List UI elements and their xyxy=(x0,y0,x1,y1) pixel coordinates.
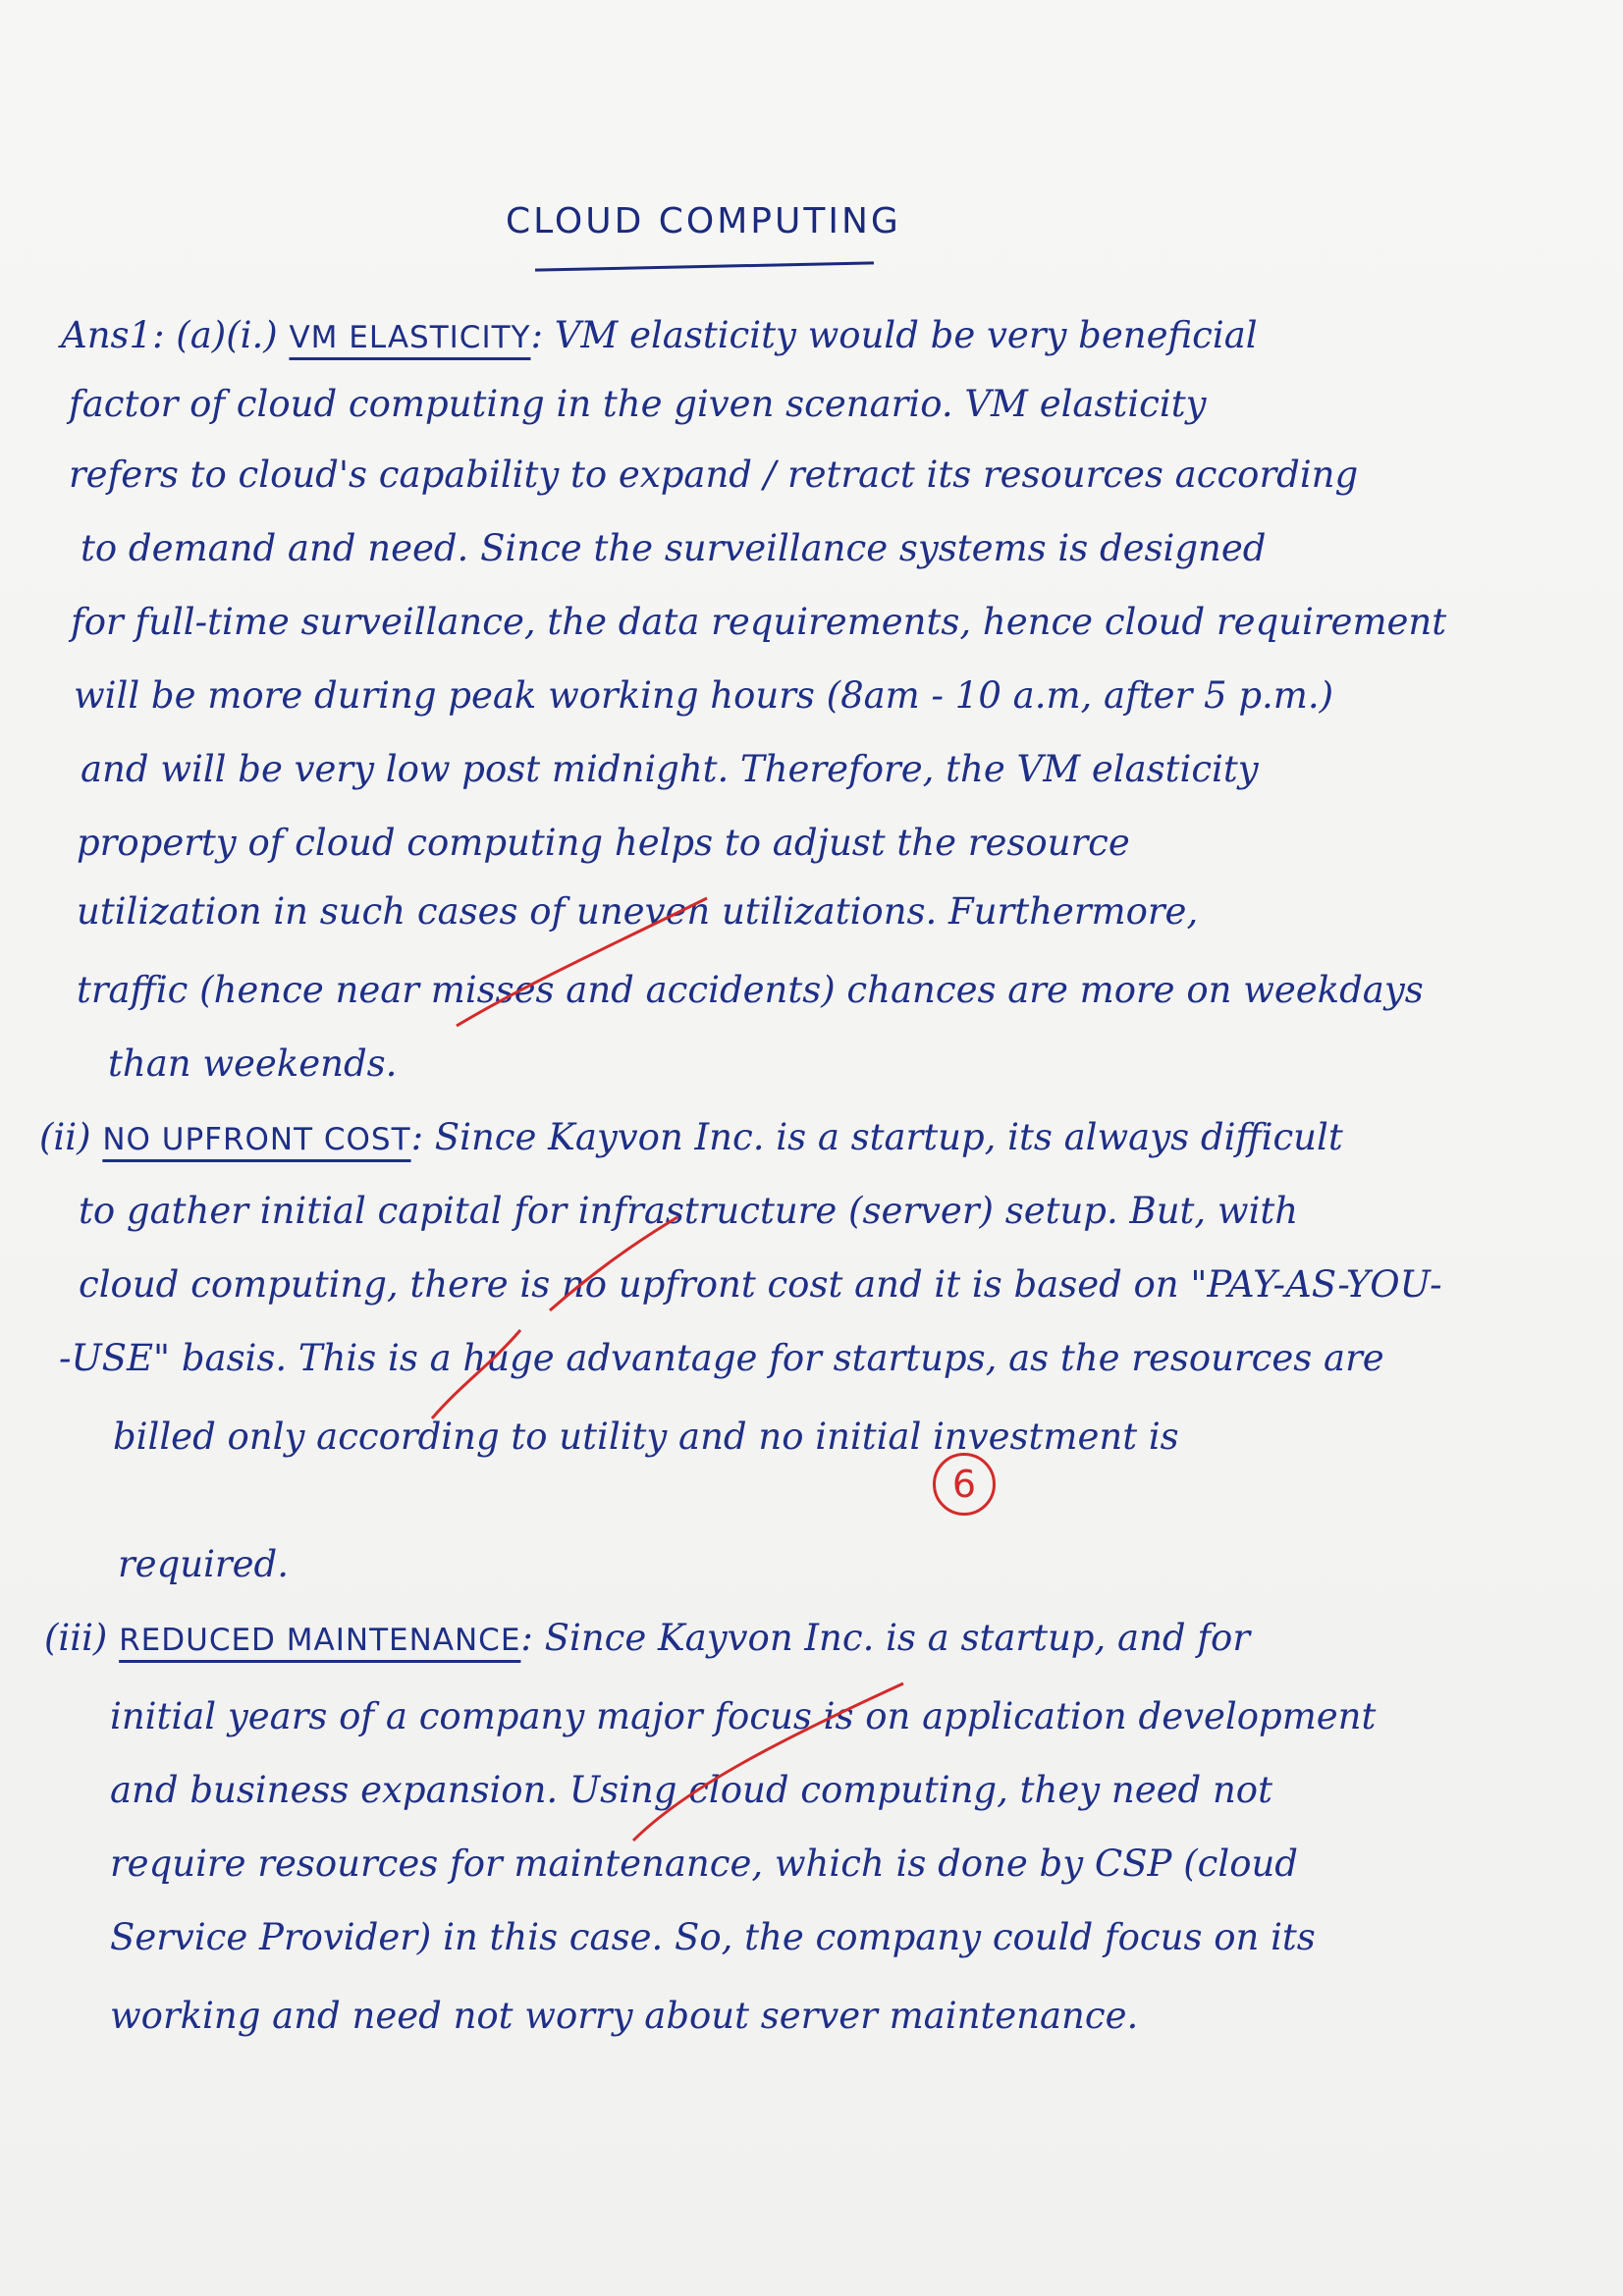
answer-line-5: for full-time surveillance, the data requirements, hence cloud requirement xyxy=(71,601,1447,643)
red-tick-4 xyxy=(633,1683,903,1841)
answer-label: Ans1: (a)(i.) xyxy=(61,314,290,356)
answer-line-20: and business expansion. Using cloud computing, they need not xyxy=(110,1769,1272,1811)
answer-line-2: factor of cloud computing in the given scenario. VM elasticity xyxy=(69,383,1207,425)
answer-line-11: than weekends. xyxy=(108,1042,398,1085)
answer-line-14: cloud computing, there is no upfront cost and it is based on "PAY-AS-YOU- xyxy=(79,1263,1442,1306)
answer-line-9: utilization in such cases of uneven utilizations. Furthermore, xyxy=(77,890,1199,933)
heading-vm-elasticity: VM ELASTICITY xyxy=(289,320,531,355)
line-text: : VM elasticity would be very beneficial xyxy=(530,314,1258,356)
answer-line-15: -USE" basis. This is a huge advantage for startups, as the resources are xyxy=(59,1337,1384,1379)
red-tick-3 xyxy=(432,1330,520,1418)
part-label: (ii) xyxy=(39,1116,103,1158)
answer-line-16: billed only according to utility and no initial investment is xyxy=(113,1415,1179,1458)
heading-reduced-maintenance: REDUCED MAINTENANCE xyxy=(119,1623,521,1658)
red-tick-2 xyxy=(550,1217,677,1310)
answer-line-4: to demand and need. Since the surveillance systems is designed xyxy=(81,527,1267,569)
heading-no-upfront-cost: NO UPFRONT COST xyxy=(102,1122,411,1157)
answer-line-13: to gather initial capital for infrastructure (server) setup. But, with xyxy=(79,1190,1299,1232)
answer-line-8: property of cloud computing helps to adjust the resource xyxy=(77,822,1130,864)
answer-line-10: traffic (hence near misses and accidents) chances are more on weekdays xyxy=(77,969,1424,1011)
part-label: (iii) xyxy=(44,1617,120,1659)
answer-line-6: will be more during peak working hours (8am - 10 a.m, after 5 p.m.) xyxy=(74,674,1334,717)
answer-line-21: require resources for maintenance, which is done by CSP (cloud xyxy=(110,1842,1298,1885)
answer-line-19: initial years of a company major focus is on application development xyxy=(110,1695,1377,1737)
line-text: : Since Kayvon Inc. is a startup, its always difficult xyxy=(410,1116,1343,1158)
line-text: : Since Kayvon Inc. is a startup, and for xyxy=(520,1617,1251,1659)
answer-line-23: working and need not worry about server maintenance. xyxy=(110,1995,1139,2037)
page-title: CLOUD COMPUTING xyxy=(506,201,901,241)
answer-line-22: Service Provider) in this case. So, the company could focus on its xyxy=(110,1916,1316,1958)
answer-line-7: and will be very low post midnight. Therefore, the VM elasticity xyxy=(81,748,1259,790)
red-tick-1 xyxy=(457,898,707,1026)
answer-line-17: required. xyxy=(118,1543,289,1585)
grade-mark: 6 xyxy=(933,1453,996,1516)
answer-line-3: refers to cloud's capability to expand / retract its resources according xyxy=(69,454,1359,496)
